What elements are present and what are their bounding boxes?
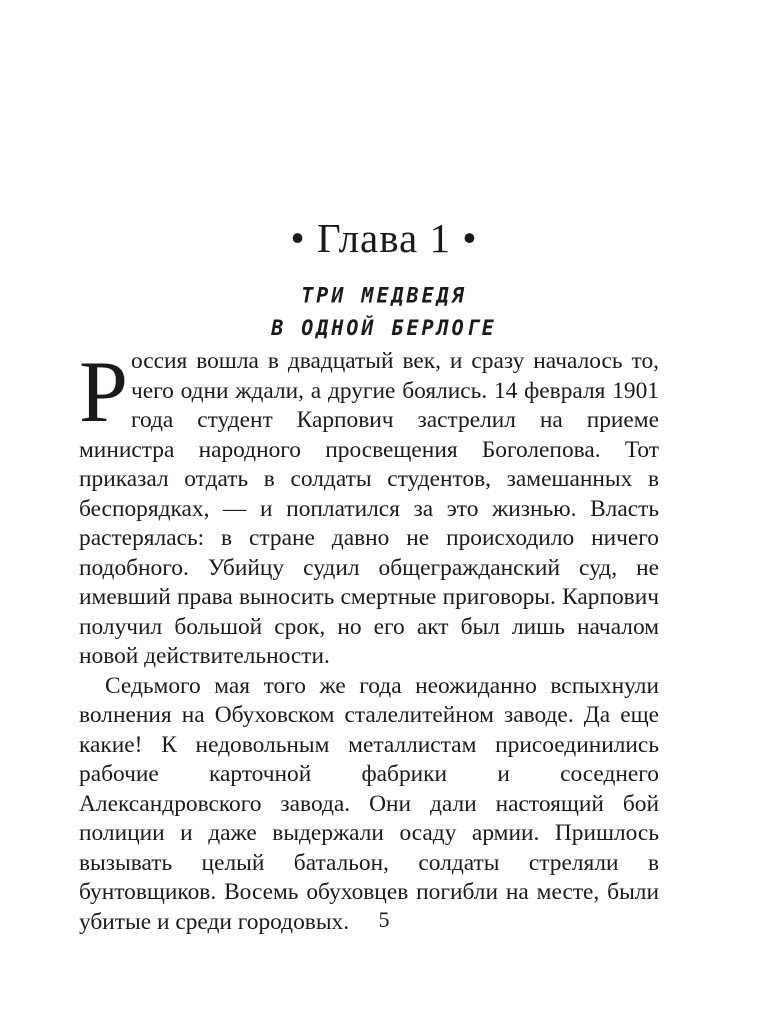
paragraph-2: Седьмого мая того же года неожиданно вспыхнули волнения на Обуховском сталелитейном заводе. Да еще какие! К недовольным металлистам присоединились рабочие карточной фабрики и соседнего Александровского завода. Они дали настоящий бой полиции и даже выдержали осаду армии. Пришлось вызывать целый батальон, солдаты стреляли в бунтовщиков. Восемь обуховцев погибли на месте, были убитые и среди городовых.	[79, 672, 659, 935]
paragraph-1	[79, 344, 659, 672]
chapter-subtitle	[0, 279, 768, 344]
body-text	[79, 344, 659, 937]
chapter-subtitle-line-2: В ОДНОЙ БЕРЛОГЕ	[271, 315, 497, 341]
drop-cap: Р	[79, 344, 128, 441]
paragraph-1-text: оссия вошла в двадцатый век, и сразу началось то, чего одни ждали, а другие боялись. 14 февраля 1901 года студент Карпович застрелил на приеме министра народного просвещения Боголепова. Тот приказал отдать в солдаты студентов, замешанных в беспорядках, — и поплатился за это жизнью. Власть растерялась: в стране давно не происходило ничего подобного. Убийцу судил общегражданский суд, не имевший права выносить смертные приговоры. Карпович получил большой срок, но его акт был лишь началом новой действительности.	[79, 348, 659, 669]
chapter-heading: • Глава 1 •	[290, 215, 478, 261]
chapter-subtitle-line-1: ТРИ МЕДВЕДЯ	[301, 282, 467, 308]
page-number: 5	[378, 907, 390, 932]
